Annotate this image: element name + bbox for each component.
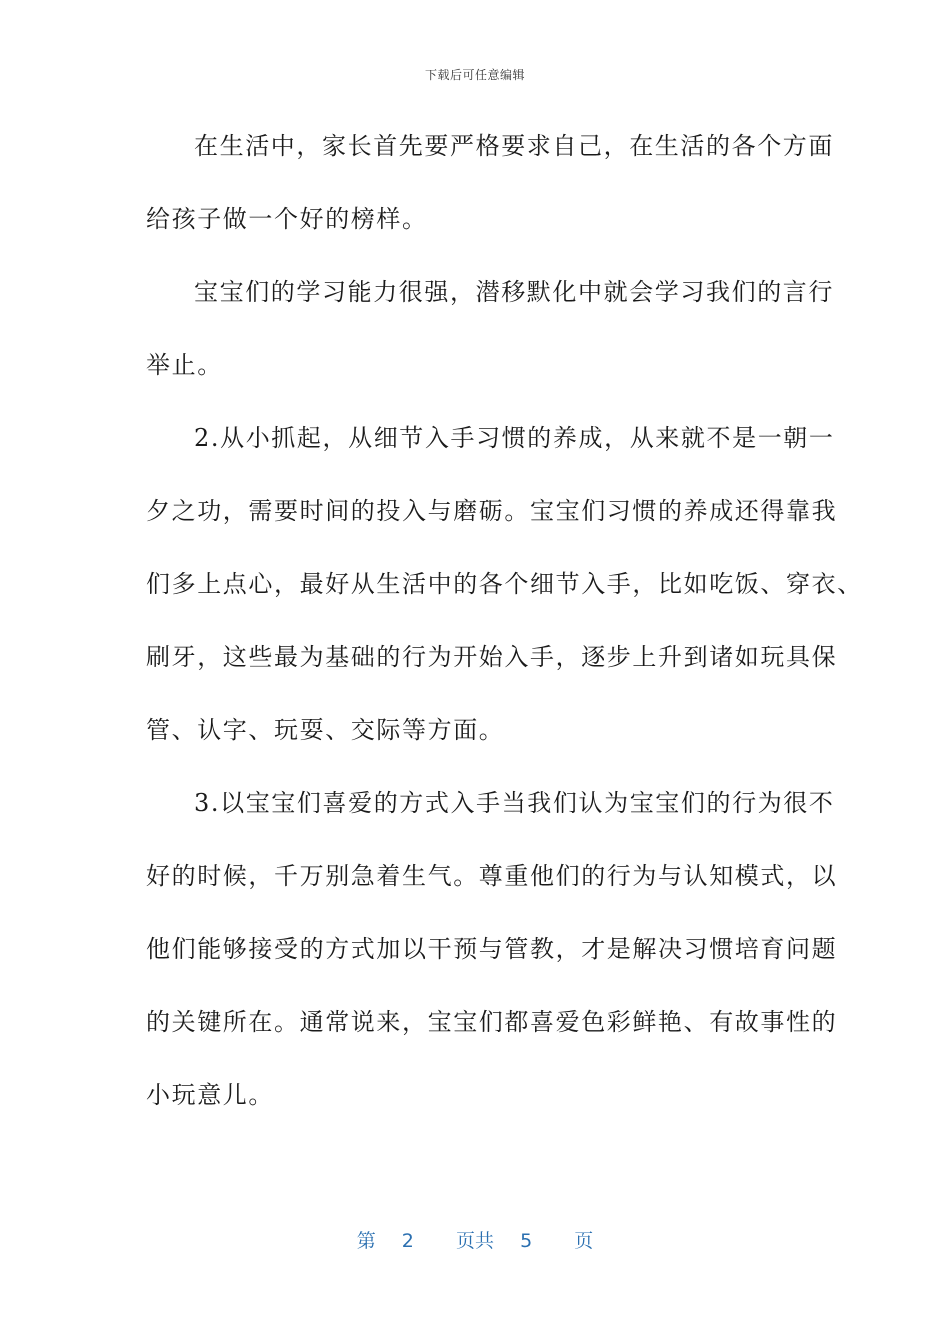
header-note: 下载后可任意编辑	[424, 68, 525, 82]
paragraph-line: 夕之功，需要时间的投入与磨砺。宝宝们习惯的养成还得靠我	[146, 497, 838, 525]
paragraph-line: 2.从小抓起，从细节入手习惯的养成，从来就不是一朝一	[194, 424, 835, 452]
paragraph-line: 管、认字、玩耍、交际等方面。	[146, 716, 505, 744]
page-label-prefix: 第	[356, 1230, 376, 1252]
page-footer	[0, 1226, 950, 1253]
paragraph-line: 举止。	[146, 351, 223, 379]
paragraph-line: 在生活中，家长首先要严格要求自己，在生活的各个方面	[194, 132, 834, 160]
paragraph-line: 的关键所在。通常说来，宝宝们都喜爱色彩鲜艳、有故事性的	[146, 1008, 838, 1036]
paragraph-line: 好的时候，千万别急着生气。尊重他们的行为与认知模式，以	[146, 862, 838, 890]
paragraph-line: 们多上点心，最好从生活中的各个细节入手，比如吃饭、穿衣、	[146, 570, 863, 598]
paragraph-line: 给孩子做一个好的榜样。	[146, 205, 428, 233]
current-page-number: 2	[401, 1230, 414, 1252]
paragraph-line: 宝宝们的学习能力很强，潜移默化中就会学习我们的言行	[194, 278, 834, 306]
paragraph-line: 小玩意儿。	[146, 1081, 274, 1109]
paragraph-line: 3.以宝宝们喜爱的方式入手当我们认为宝宝们的行为很不	[194, 789, 835, 817]
paragraph-line: 他们能够接受的方式加以干预与管教，才是解决习惯培育问题	[146, 935, 838, 963]
page-label-suffix: 页	[574, 1230, 594, 1252]
paragraph-line: 刷牙，这些最为基础的行为开始入手，逐步上升到诸如玩具保	[146, 643, 838, 671]
total-pages-number: 5	[520, 1230, 533, 1252]
page-label-mid: 页共	[455, 1230, 494, 1252]
document-body	[146, 110, 863, 1132]
